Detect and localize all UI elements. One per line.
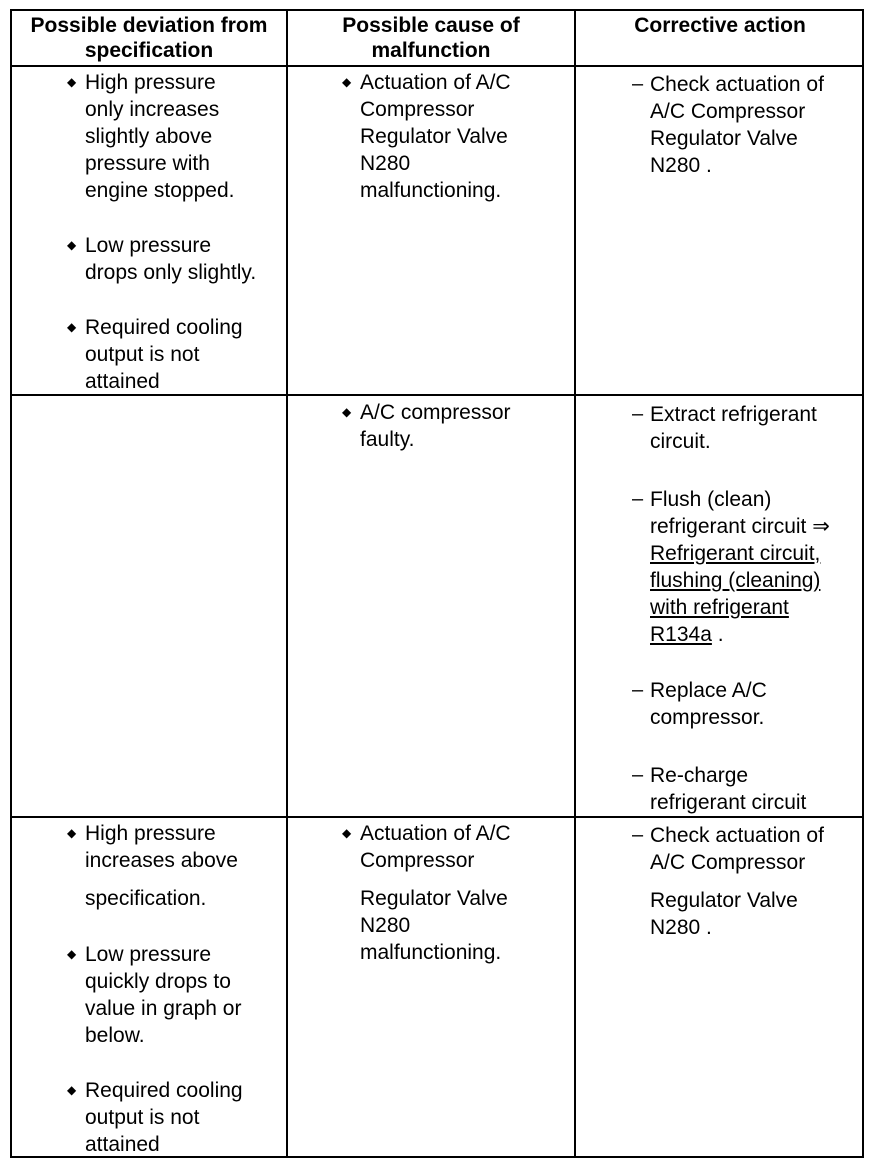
diamond-bullet-icon: ◆ <box>342 75 352 89</box>
column-divider <box>574 11 576 1156</box>
cause-item: Actuation of A/C Compressor Regulator Valve N280 malfunctioning. <box>360 71 511 202</box>
cause-item: Actuation of A/C Compressor Regulator Valve N280 malfunctioning. <box>360 822 511 964</box>
header-deviation: Possible deviation from specification <box>30 14 268 62</box>
deviation-item: Low pressure quickly drops to value in graph or below. <box>85 943 242 1047</box>
action-suffix: . <box>711 623 724 646</box>
cause-item: A/C compressor faulty. <box>360 401 511 451</box>
deviation-item: High pressure only increases slightly above pressure with engine stopped. <box>85 71 235 202</box>
action-item: Extract refrigerant circuit. <box>650 403 817 453</box>
dash-bullet-icon: – <box>632 824 644 846</box>
diamond-bullet-icon: ◆ <box>342 826 352 840</box>
diamond-bullet-icon: ◆ <box>342 405 352 419</box>
dash-bullet-icon: – <box>632 73 644 95</box>
refrigerant-flush-link[interactable]: Refrigerant circuit, <box>650 542 821 565</box>
diamond-bullet-icon: ◆ <box>67 75 77 89</box>
deviation-item: Required cooling output is not attained <box>85 316 243 393</box>
action-item: Check actuation of A/C Compressor Regulator Valve N280 . <box>650 73 824 177</box>
diamond-bullet-icon: ◆ <box>67 1083 77 1097</box>
row-divider <box>12 65 862 67</box>
diamond-bullet-icon: ◆ <box>67 320 77 334</box>
refrigerant-flush-link[interactable]: R134a <box>650 623 712 646</box>
column-divider <box>286 11 288 1156</box>
dash-bullet-icon: – <box>632 403 644 425</box>
header-action: Corrective action <box>634 14 806 37</box>
diagnosis-table <box>10 9 864 1158</box>
dash-bullet-icon: – <box>632 488 644 510</box>
refrigerant-flush-link[interactable]: with refrigerant <box>650 596 789 619</box>
refrigerant-flush-link[interactable]: flushing (cleaning) <box>650 569 821 592</box>
deviation-item: High pressure increases above specification. <box>85 822 238 910</box>
deviation-item: Low pressure drops only slightly. <box>85 234 257 284</box>
action-item: Check actuation of A/C Compressor Regulator Valve N280 . <box>650 824 824 939</box>
dash-bullet-icon: – <box>632 679 644 701</box>
header-cause: Possible cause of malfunction <box>342 14 520 62</box>
action-item: Flush (clean) refrigerant circuit ⇒ Refrigerant circuit, flushing (cleaning) with refrigerant R134a . <box>650 488 830 646</box>
row-divider <box>12 816 862 818</box>
diamond-bullet-icon: ◆ <box>67 947 77 961</box>
diamond-bullet-icon: ◆ <box>67 238 77 252</box>
diamond-bullet-icon: ◆ <box>67 826 77 840</box>
action-item: Re-charge refrigerant circuit <box>650 764 807 814</box>
action-item: Replace A/C compressor. <box>650 679 767 729</box>
dash-bullet-icon: – <box>632 764 644 786</box>
deviation-item: Required cooling output is not attained <box>85 1079 243 1156</box>
